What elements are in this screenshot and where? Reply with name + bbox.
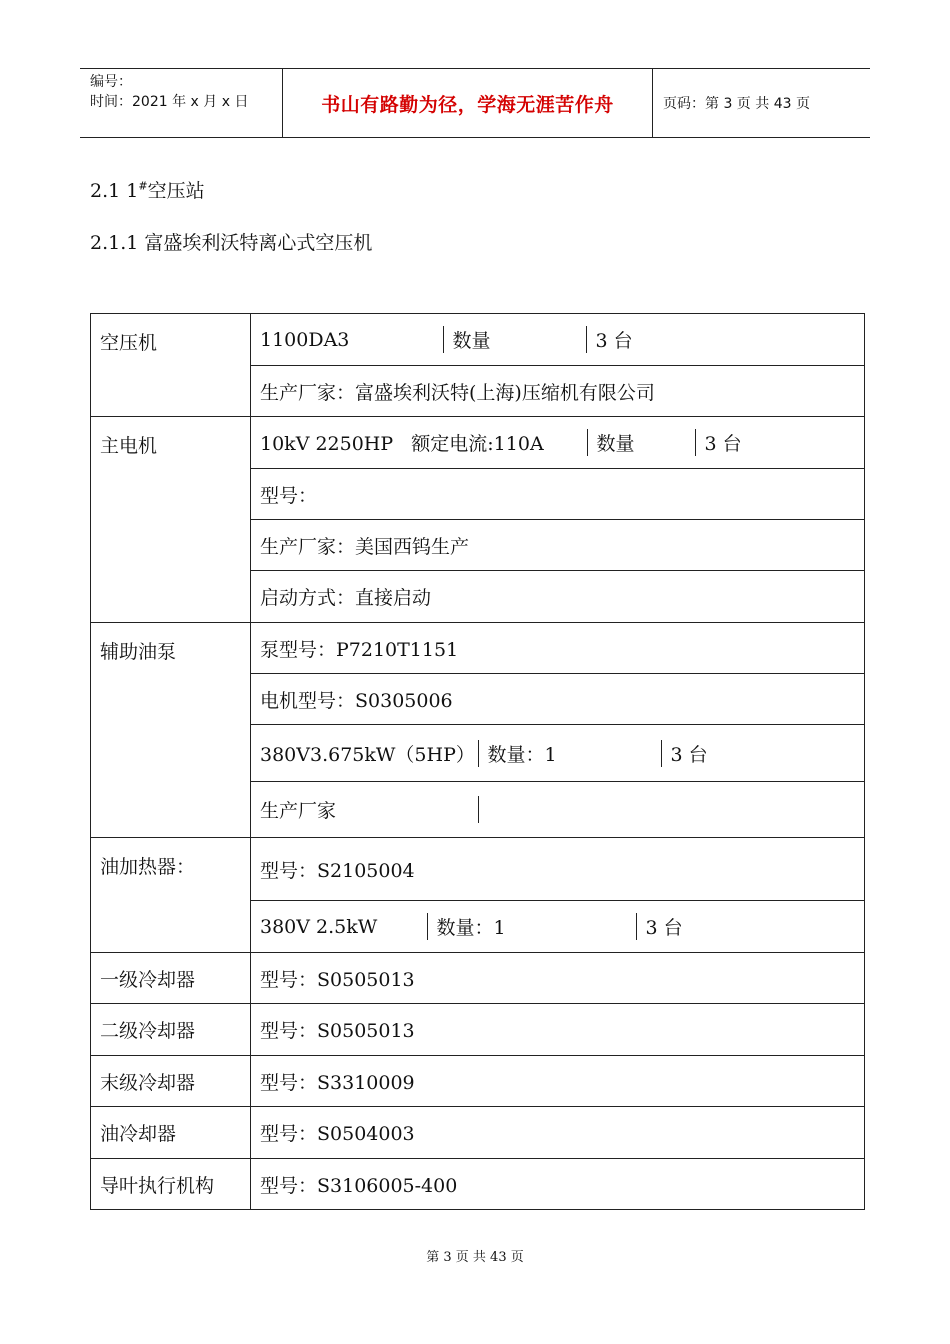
compressor-qty: 3 台 [586, 326, 864, 353]
section-subheading: 2.1.1 富盛埃利沃特离心式空压机 [90, 232, 373, 254]
aux-pump-maker: 生产厂家 [260, 800, 337, 822]
section-heading [90, 176, 205, 203]
heading-superscript: # [138, 179, 148, 193]
time-label: 时间：2021 年 x 月 x 日 [90, 94, 249, 110]
equipment-spec-table [90, 313, 865, 1210]
cooler1-label: 一级冷却器 [91, 953, 251, 1004]
oil-heater-model: 型号：S2105004 [251, 838, 865, 901]
table-row [91, 1004, 865, 1056]
page-header [80, 68, 870, 138]
oil-heater-qty: 3 台 [636, 913, 864, 940]
header-motto: 书山有路勤为径，学海无涯苦作舟 [282, 69, 653, 137]
aux-pump-qty-label: 数量：1 [478, 740, 661, 767]
aux-pump-label: 辅助油泵 [91, 623, 251, 838]
table-row [91, 838, 865, 901]
compressor-maker: 生产厂家：富盛埃利沃特(上海)压缩机有限公司 [251, 366, 865, 417]
oil-heater-qty-label: 数量：1 [427, 913, 636, 940]
oil-heater-power: 380V 2.5kW [260, 915, 378, 938]
motor-model: 型号： [251, 469, 865, 520]
oil-cooler-label: 油冷却器 [91, 1107, 251, 1159]
table-row [91, 953, 865, 1004]
motor-start: 启动方式：直接启动 [251, 571, 865, 623]
header-page-info: 页码：第 3 页 共 43 页 [663, 96, 810, 112]
cooler2-label: 二级冷却器 [91, 1004, 251, 1056]
motor-spec: 10kV 2250HP 额定电流:110A [260, 433, 544, 455]
compressor-model: 1100DA3 [260, 328, 350, 351]
cooler2-model: 型号：S0505013 [251, 1004, 865, 1056]
aux-pump-power: 380V3.675kW（5HP） [260, 743, 475, 766]
aux-pump-qty: 3 台 [661, 740, 864, 767]
table-row [91, 1056, 865, 1107]
aux-pump-maker-value [478, 796, 864, 823]
cooler-final-label: 末级冷却器 [91, 1056, 251, 1107]
oil-cooler-model: 型号：S0504003 [251, 1107, 865, 1159]
page-footer: 第 3 页 共 43 页 [426, 1250, 524, 1265]
table-row [91, 417, 865, 469]
motor-label: 主电机 [91, 417, 251, 623]
motor-maker: 生产厂家：美国西钨生产 [251, 520, 865, 571]
table-row [91, 1107, 865, 1159]
table-row [91, 314, 865, 366]
vane-actuator-label: 导叶执行机构 [91, 1159, 251, 1210]
cooler-final-model: 型号：S3310009 [251, 1056, 865, 1107]
compressor-label: 空压机 [91, 314, 251, 417]
compressor-qty-label: 数量 [443, 326, 586, 353]
header-left [80, 69, 282, 137]
motor-qty: 3 台 [695, 429, 864, 456]
aux-pump-model: 泵型号：P7210T1151 [251, 623, 865, 674]
table-row [91, 623, 865, 674]
heading-text: 空压站 [147, 180, 205, 202]
cooler1-model: 型号：S0505013 [251, 953, 865, 1004]
heading-number: 2.1 1 [90, 180, 139, 202]
aux-pump-motor-model: 电机型号：S0305006 [251, 674, 865, 725]
vane-actuator-model: 型号：S3106005-400 [251, 1159, 865, 1210]
oil-heater-label: 油加热器： [91, 838, 251, 953]
motor-qty-label: 数量 [587, 429, 695, 456]
table-row [91, 1159, 865, 1210]
code-label: 编号： [90, 74, 132, 90]
